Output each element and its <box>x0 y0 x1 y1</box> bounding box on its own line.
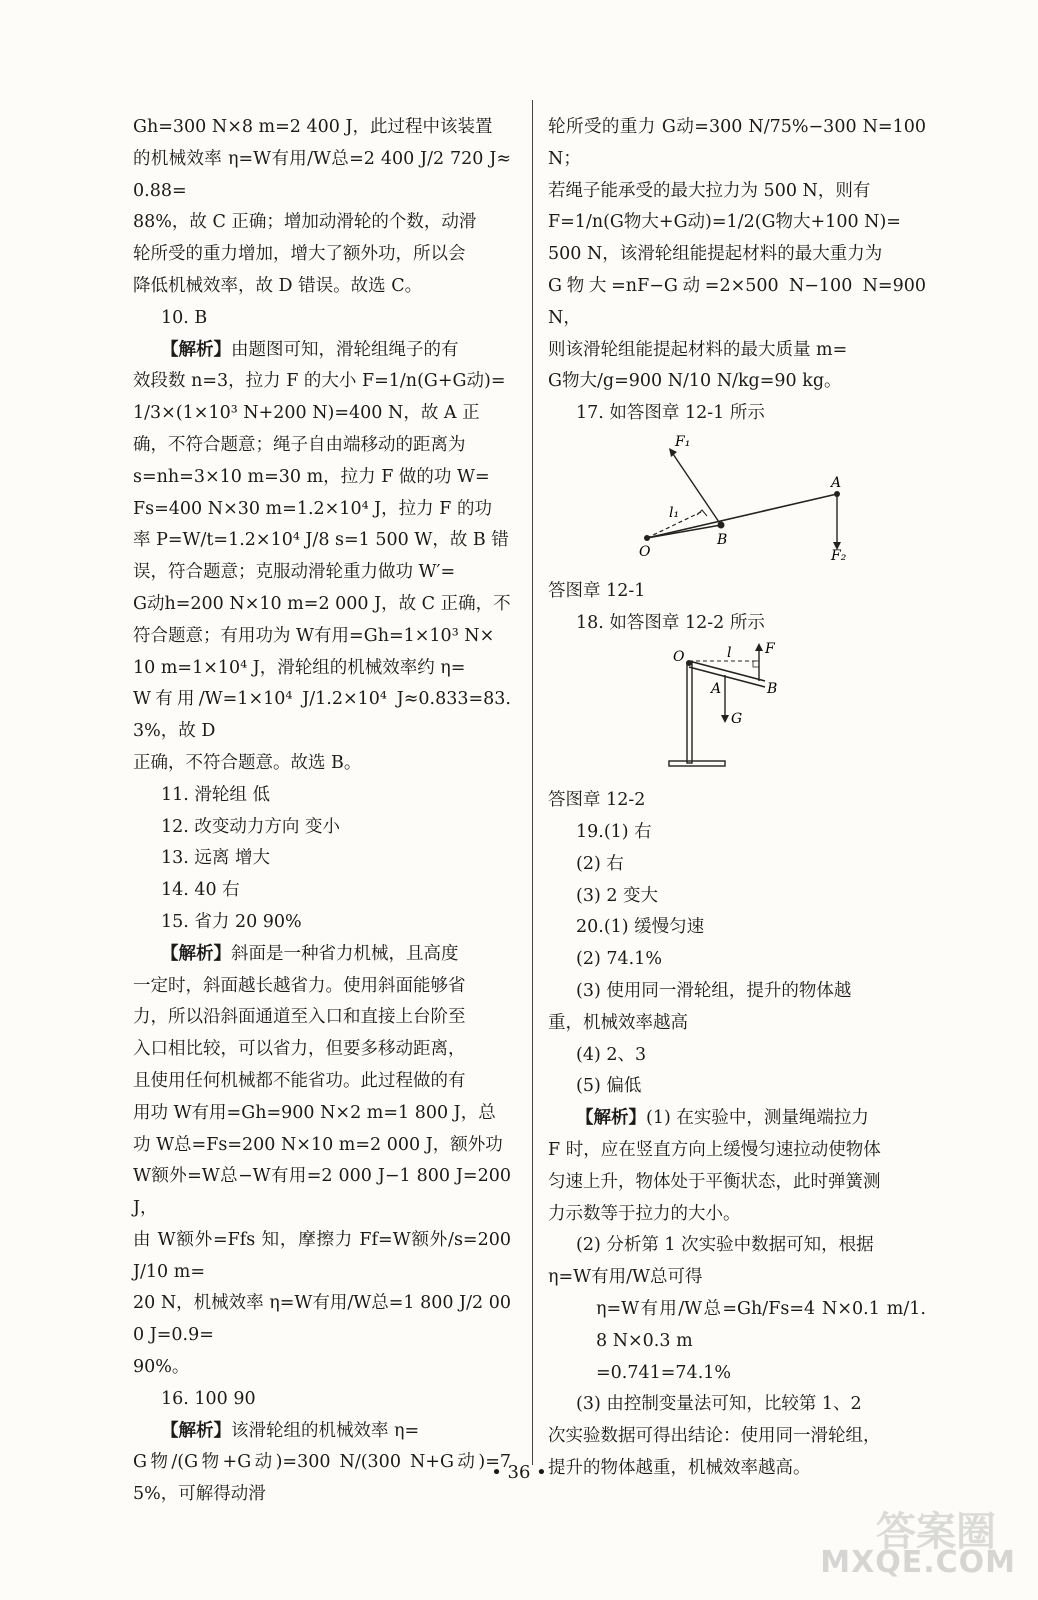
text-line <box>133 1225 511 1289</box>
text-content: 效段数 n=3，拉力 F 的大小 F=1/n(G+G动)= <box>133 371 506 392</box>
watermark <box>820 1500 1016 1580</box>
text-content: 重，机械效率越高 <box>548 1012 688 1033</box>
text-content: 90%。 <box>133 1357 190 1378</box>
text-line <box>133 335 511 367</box>
text-content: 匀速上升，物体处于平衡状态，此时弹簧测 <box>548 1171 881 1192</box>
page-number: • 36 • <box>491 1462 547 1483</box>
text-line <box>133 1161 511 1225</box>
text-line <box>133 207 511 239</box>
text-content: η=W有用/W总=Gh/Fs=4 N×0.1 m/1.8 N×0.3 m <box>596 1298 926 1351</box>
text-content: s=nh=3×10 m=30 m，拉力 F 做的功 W= <box>133 466 490 487</box>
text-line <box>548 1199 926 1231</box>
text-content: (3) 2 变大 <box>576 885 659 906</box>
text-line <box>133 907 511 939</box>
text-content: (3) 由控制变量法可知，比较第 1、2 <box>576 1394 862 1415</box>
text-content: 17. 如答图章 12-1 所示 <box>576 403 765 424</box>
text-line <box>548 1358 926 1390</box>
text-line <box>548 1167 926 1199</box>
text-line <box>133 1288 511 1352</box>
text-line <box>548 1389 926 1421</box>
text-line <box>133 621 511 653</box>
text-content: 降低机械效率，故 D 错误。故选 C。 <box>133 275 423 296</box>
text-line <box>548 1421 926 1453</box>
label-l1: l₁ <box>669 504 680 521</box>
text-line <box>548 912 926 944</box>
text-content: 1/3×(1×10³ N+200 N)=400 N，故 A 正 <box>133 403 480 424</box>
text-line <box>133 1130 511 1162</box>
text-line <box>548 366 926 398</box>
text-content: 次实验数据可得出结论：使用同一滑轮组， <box>548 1426 881 1447</box>
text-line <box>133 112 511 144</box>
text-content: 力示数等于拉力的大小。 <box>548 1203 741 1224</box>
analysis-tag: 【解析】 <box>161 1420 231 1441</box>
text-line <box>548 1294 926 1358</box>
label2-f: F <box>765 641 775 658</box>
text-content: 11. 滑轮组 低 <box>161 784 270 805</box>
text-line <box>548 1230 926 1262</box>
left-column <box>133 112 511 1511</box>
text-line <box>548 1071 926 1103</box>
text-line <box>133 1098 511 1130</box>
text-content: 且使用任何机械都不能省功。此过程做的有 <box>133 1070 466 1091</box>
text-line <box>133 494 511 526</box>
text-line <box>548 976 926 1008</box>
text-line <box>133 1416 511 1448</box>
text-line <box>548 881 926 913</box>
text-content: (2) 分析第 1 次实验中数据可知，根据 <box>576 1235 874 1256</box>
text-line <box>133 557 511 589</box>
watermark-logo: 答案圈 <box>876 1509 996 1555</box>
text-content: 10 m=1×10⁴ J，滑轮组的机械效率约 η= <box>133 657 466 678</box>
text-line <box>548 271 926 335</box>
text-line <box>548 1103 926 1135</box>
text-content: F 时，应在竖直方向上缓慢匀速拉动使物体 <box>548 1139 881 1160</box>
label-f1: F₁ <box>675 433 691 450</box>
text-line <box>133 875 511 907</box>
text-line <box>133 525 511 557</box>
text-line <box>548 207 926 239</box>
text-line <box>133 812 511 844</box>
text-content: 轮所受的重力增加，增大了额外功，所以会 <box>133 244 466 265</box>
label2-g: G <box>731 711 743 728</box>
text-content: 88%，故 C 正确；增加动滑轮的个数，动滑 <box>133 212 477 233</box>
text-content: 20.(1) 缓慢匀速 <box>576 917 705 938</box>
text-line <box>548 849 926 881</box>
text-line <box>133 239 511 271</box>
text-content: 正确，不符合题意。故选 B。 <box>133 752 362 773</box>
text-content: 功 W总=Fs=200 N×10 m=2 000 J，额外功 <box>133 1134 503 1155</box>
text-content: 14. 40 右 <box>161 880 240 901</box>
text-content: 12. 改变动力方向 变小 <box>161 816 340 837</box>
text-content: 由题图可知，滑轮组绳子的有 <box>231 339 459 360</box>
text-line <box>133 1352 511 1384</box>
text-line <box>133 462 511 494</box>
analysis-tag: 【解析】 <box>576 1108 646 1129</box>
text-line <box>133 1002 511 1034</box>
text-content: G物大=nF−G动=2×500 N−100 N=900 N， <box>548 275 926 328</box>
text-content: W有用/W=1×10⁴ J/1.2×10⁴ J≈0.833=83.3%，故 D <box>133 689 511 742</box>
text-content: Gh=300 N×8 m=2 400 J，此过程中该装置 <box>133 117 493 137</box>
text-content: (2) 右 <box>576 853 624 874</box>
text-content: 的机械效率 η=W有用/W总=2 400 J/2 720 J≈0.88= <box>133 148 511 201</box>
analysis-tag: 【解析】 <box>161 339 231 360</box>
text-content: F=1/n(G物大+G动)=1/2(G物大+100 N)= <box>548 212 901 233</box>
text-line <box>133 589 511 621</box>
text-line <box>133 271 511 303</box>
label-a: A <box>831 474 842 491</box>
text-line <box>133 748 511 780</box>
watermark-site: MXQE.COM <box>820 1545 1016 1580</box>
text-content: 15. 省力 20 90% <box>161 911 302 932</box>
text-content: G动h=200 N×10 m=2 000 J，故 C 正确，不 <box>133 593 511 614</box>
label-f2: F₂ <box>831 547 847 562</box>
text-line <box>133 780 511 812</box>
text-line <box>548 1262 926 1294</box>
lever-diagram-1 <box>617 432 857 562</box>
text-content: (5) 偏低 <box>576 1076 642 1097</box>
text-line <box>548 1008 926 1040</box>
text-content: 16. 100 90 <box>161 1388 256 1409</box>
figure-12-2-caption: 答图章 12-2 <box>548 790 646 811</box>
text-line <box>133 398 511 430</box>
text-content: 13. 远离 增大 <box>161 848 270 869</box>
text-content: 符合题意；有用功为 W有用=Gh=1×10³ N× <box>133 625 495 646</box>
text-content: 斜面是一种省力机械，且高度 <box>231 943 459 964</box>
figure-12-2 <box>548 641 926 783</box>
text-line <box>133 653 511 685</box>
text-content: 若绳子能承受的最大拉力为 500 N，则有 <box>548 180 871 201</box>
text-line <box>548 398 926 430</box>
q18-text: 18. 如答图章 12-2 所示 <box>576 612 765 633</box>
text-content: 轮所受的重力 G动=300 N/75%−300 N=100 N； <box>548 117 926 169</box>
text-line <box>548 944 926 976</box>
text-line <box>548 239 926 271</box>
text-content: 用功 W有用=Gh=900 N×2 m=1 800 J，总 <box>133 1102 496 1123</box>
text-content: 由 W额外=Ffs 知，摩擦力 Ff=W额外/s=200 J/10 m= <box>133 1229 511 1282</box>
figure-12-1 <box>548 432 926 574</box>
text-content: η=W有用/W总可得 <box>548 1267 703 1288</box>
text-content: 10. B <box>161 307 208 328</box>
text-line <box>133 971 511 1003</box>
text-line <box>133 1034 511 1066</box>
text-line <box>133 430 511 462</box>
text-line <box>133 1066 511 1098</box>
text-line <box>133 366 511 398</box>
right-column <box>548 112 926 1485</box>
text-line <box>133 1384 511 1416</box>
label2-o: O <box>673 649 685 666</box>
lever-diagram-2 <box>647 641 827 771</box>
column-divider <box>532 100 533 1465</box>
text-content: (3) 使用同一滑轮组，提升的物体越 <box>576 980 852 1001</box>
text-line <box>548 335 926 367</box>
text-line <box>133 303 511 335</box>
text-content: 提升的物体越重，机械效率越高。 <box>548 1457 811 1478</box>
label-o: O <box>639 543 651 560</box>
text-line <box>548 1135 926 1167</box>
text-content: =0.741=74.1% <box>596 1362 732 1383</box>
text-content: 20 N，机械效率 η=W有用/W总=1 800 J/2 000 J=0.9= <box>133 1293 511 1346</box>
text-content: (2) 74.1% <box>576 949 662 970</box>
text-content: (1) 在实验中，测量绳端拉力 <box>646 1108 869 1129</box>
text-line <box>133 684 511 748</box>
text-content: 19.(1) 右 <box>576 821 652 842</box>
text-content: 率 P=W/t=1.2×10⁴ J/8 s=1 500 W，故 B 错 <box>133 530 509 551</box>
text-content: 则该滑轮组能提起材料的最大质量 m= <box>548 339 848 360</box>
figure-12-1-caption: 答图章 12-1 <box>548 580 646 601</box>
text-line <box>133 939 511 971</box>
text-line <box>133 843 511 875</box>
text-content: 500 N，该滑轮组能提起材料的最大重力为 <box>548 244 883 265</box>
text-content: W额外=W总−W有用=2 000 J−1 800 J=200 J， <box>133 1166 511 1219</box>
label-b: B <box>717 531 728 548</box>
text-content: (4) 2、3 <box>576 1044 647 1065</box>
analysis-tag: 【解析】 <box>161 943 231 964</box>
text-content: 一定时，斜面越长越省力。使用斜面能够省 <box>133 975 466 996</box>
text-content: 该滑轮组的机械效率 η= <box>231 1420 420 1441</box>
text-content: 入口相比较，可以省力，但要多移动距离， <box>133 1039 466 1060</box>
text-content: G物/(G物+G动)=300 N/(300 N+G动)=75%，可解得动滑 <box>133 1452 511 1505</box>
text-content: G物大/g=900 N/10 N/kg=90 kg。 <box>548 371 842 392</box>
text-line <box>548 1040 926 1072</box>
text-content: 力，所以沿斜面通道至入口和直接上台阶至 <box>133 1007 466 1028</box>
label2-b: B <box>767 681 778 698</box>
label2-a: A <box>711 681 722 698</box>
text-line <box>133 144 511 208</box>
text-content: 误，符合题意；克服动滑轮重力做功 W′= <box>133 562 456 583</box>
text-line <box>548 176 926 208</box>
text-line <box>548 112 926 176</box>
text-line <box>548 817 926 849</box>
text-content: Fs=400 N×30 m=1.2×10⁴ J，拉力 F 的功 <box>133 498 492 519</box>
label2-l: l <box>727 645 732 662</box>
text-content: 确，不符合题意；绳子自由端移动的距离为 <box>133 434 466 455</box>
